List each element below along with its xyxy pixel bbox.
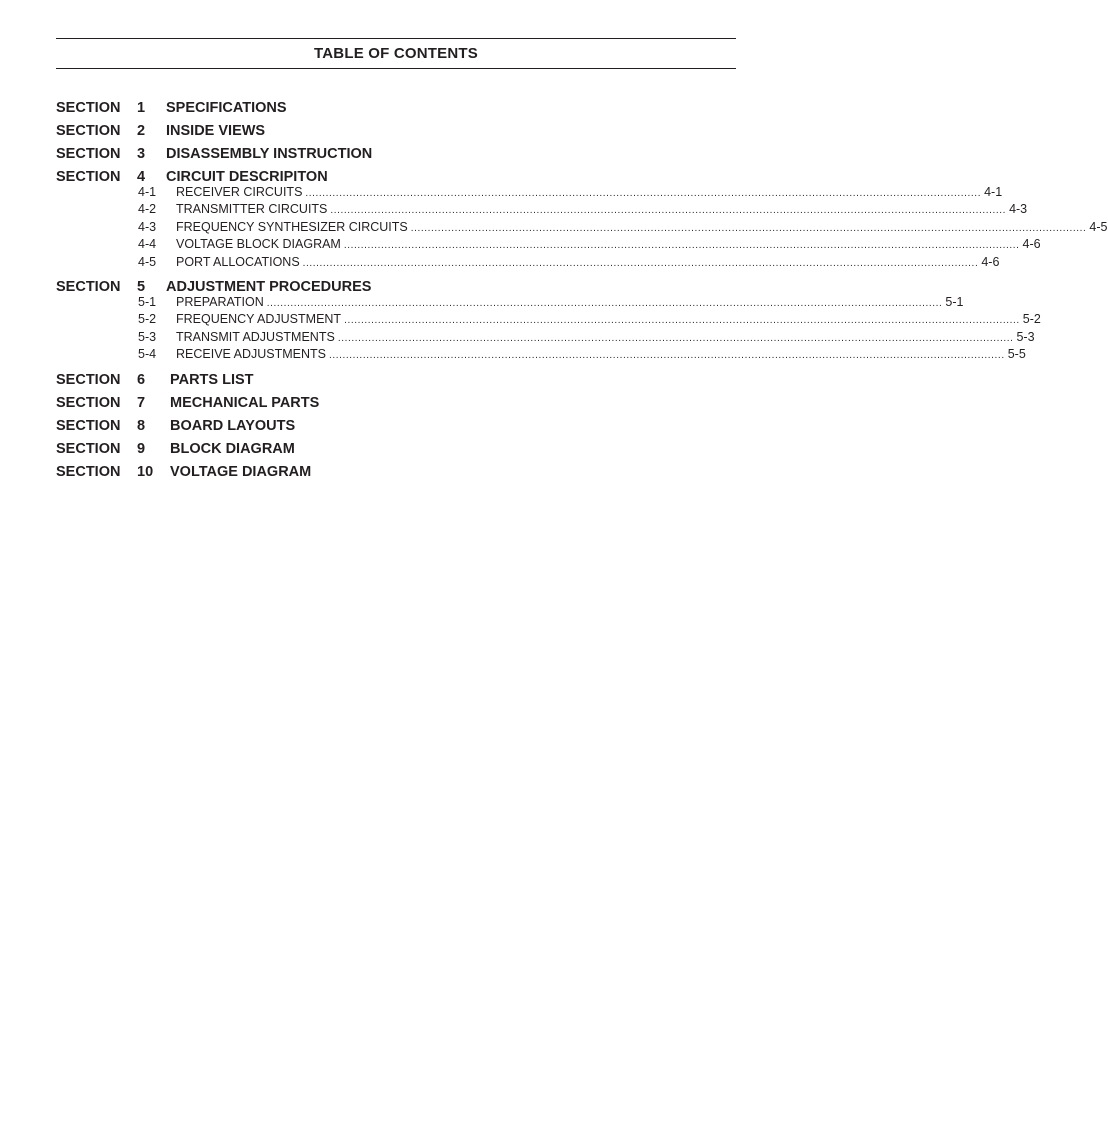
page-number: 5-1 bbox=[945, 294, 964, 309]
dot-leader: ........................................................................................................................................................................................................ bbox=[266, 297, 943, 309]
subsection-number: 5-1 bbox=[138, 294, 157, 309]
section-number: 4 bbox=[137, 169, 146, 185]
dot-leader: ........................................................................................................................................................................................................ bbox=[343, 240, 1020, 252]
page-number: 4-6 bbox=[981, 254, 1000, 269]
subsection-entry bbox=[176, 237, 1041, 252]
dot-leader: ........................................................................................................................................................................................................ bbox=[329, 350, 1005, 362]
toc-subsection-row[interactable] bbox=[56, 185, 1003, 202]
section-title: BOARD LAYOUTS bbox=[170, 417, 296, 434]
dot-leader: ........................................................................................................................................................................................................ bbox=[305, 188, 982, 199]
dot-leader: ........................................................................................................................................................................................................ bbox=[302, 257, 979, 269]
subsection-title: RECEIVE ADJUSTMENTS bbox=[176, 347, 327, 362]
subsection-title: FREQUENCY SYNTHESIZER CIRCUITS bbox=[176, 219, 408, 234]
subsection-entry bbox=[176, 219, 1108, 234]
page-number: 5-3 bbox=[1016, 329, 1035, 344]
section-title: INSIDE VIEWS bbox=[166, 123, 266, 139]
section-label: SECTION bbox=[56, 100, 121, 116]
subsection-list bbox=[56, 294, 1041, 365]
toc-subsection-row[interactable] bbox=[56, 219, 1108, 237]
toc-subsection-row[interactable] bbox=[56, 347, 1026, 364]
subsection-number: 5-4 bbox=[138, 347, 157, 362]
section-title: CIRCUIT DESCRIPITON bbox=[166, 169, 328, 185]
toc-subsection-row[interactable] bbox=[56, 202, 1028, 219]
section-title: ADJUSTMENT PROCEDURES bbox=[166, 278, 372, 295]
section-number: 10 bbox=[137, 463, 154, 480]
subsection-number: 5-3 bbox=[138, 329, 157, 344]
subsection-number: 4-2 bbox=[138, 202, 157, 217]
section-title: VOLTAGE DIAGRAM bbox=[170, 463, 312, 480]
section-number: 9 bbox=[137, 440, 146, 457]
section-label: SECTION bbox=[56, 440, 121, 457]
toc-section-row[interactable] bbox=[56, 417, 676, 440]
subsection-title: PREPARATION bbox=[176, 294, 264, 309]
section-number: 6 bbox=[137, 371, 146, 388]
section-label: SECTION bbox=[56, 463, 121, 480]
subsection-title: TRANSMIT ADJUSTMENTS bbox=[176, 329, 335, 344]
section-title: SPECIFICATIONS bbox=[166, 100, 287, 116]
subsection-entry bbox=[176, 329, 1035, 344]
toc-section-row[interactable] bbox=[56, 99, 676, 122]
page-title: TABLE OF CONTENTS bbox=[314, 45, 478, 62]
subsection-title: FREQUENCY ADJUSTMENT bbox=[176, 312, 342, 327]
section-label: SECTION bbox=[56, 123, 121, 139]
subsection-title: RECEIVER CIRCUITS bbox=[176, 185, 303, 199]
toc-section-row[interactable] bbox=[56, 145, 676, 168]
table-of-contents bbox=[56, 99, 1108, 486]
subsection-number: 5-2 bbox=[138, 312, 157, 327]
section-number: 8 bbox=[137, 417, 146, 434]
page-number: 5-2 bbox=[1022, 312, 1041, 327]
subsection-number: 4-5 bbox=[138, 254, 157, 269]
dot-leader: ........................................................................................................................................................................................................ bbox=[337, 332, 1014, 344]
subsection-entry bbox=[176, 312, 1041, 327]
subsection-entry bbox=[176, 185, 1003, 199]
section-number: 5 bbox=[137, 278, 146, 295]
subsection-title: TRANSMITTER CIRCUITS bbox=[176, 202, 328, 217]
subsection-number: 4-3 bbox=[138, 219, 157, 234]
section-number: 7 bbox=[137, 394, 146, 411]
subsection-entry bbox=[176, 254, 1000, 269]
subsection-title: PORT ALLOCATIONS bbox=[176, 254, 300, 269]
section-number: 3 bbox=[137, 146, 146, 162]
toc-subsection-row[interactable] bbox=[56, 312, 1041, 329]
toc-section-row[interactable] bbox=[56, 440, 676, 463]
section-title: BLOCK DIAGRAM bbox=[170, 440, 295, 457]
dot-leader: ........................................................................................................................................................................................................ bbox=[344, 315, 1020, 327]
section-label: SECTION bbox=[56, 417, 121, 434]
page-number: 4-1 bbox=[984, 185, 1003, 199]
section-label: SECTION bbox=[56, 146, 121, 162]
page-number: 4-6 bbox=[1022, 237, 1041, 252]
subsection-list bbox=[56, 185, 1108, 272]
subsection-entry bbox=[176, 347, 1026, 362]
toc-subsection-row[interactable] bbox=[56, 329, 1035, 347]
page-number: 5-5 bbox=[1007, 347, 1026, 362]
section-label: SECTION bbox=[56, 371, 121, 388]
toc-subsection-row[interactable] bbox=[56, 294, 964, 312]
toc-section-row[interactable] bbox=[56, 394, 676, 417]
dot-leader: ........................................................................................................................................................................................................ bbox=[410, 222, 1087, 234]
toc-section-row[interactable] bbox=[56, 371, 676, 394]
title-underline bbox=[56, 68, 736, 69]
top-rule bbox=[56, 38, 736, 39]
section-label: SECTION bbox=[56, 278, 121, 295]
section-number: 2 bbox=[137, 123, 146, 139]
subsection-number: 4-4 bbox=[138, 237, 157, 252]
subsection-title: VOLTAGE BLOCK DIAGRAM bbox=[176, 237, 341, 252]
page-number: 4-5 bbox=[1089, 219, 1108, 234]
toc-section-row[interactable] bbox=[56, 463, 676, 486]
section-number: 1 bbox=[137, 100, 146, 116]
subsection-number: 4-1 bbox=[138, 185, 157, 199]
subsection-entry bbox=[176, 294, 964, 309]
dot-leader: ........................................................................................................................................................................................................ bbox=[330, 205, 1007, 217]
toc-subsection-row[interactable] bbox=[56, 254, 1000, 272]
page-number: 4-3 bbox=[1009, 202, 1028, 217]
section-label: SECTION bbox=[56, 394, 121, 411]
subsection-entry bbox=[176, 202, 1028, 217]
section-title: MECHANICAL PARTS bbox=[170, 394, 320, 411]
section-title: PARTS LIST bbox=[170, 371, 254, 388]
section-title: DISASSEMBLY INSTRUCTION bbox=[166, 146, 373, 162]
toc-section-row[interactable] bbox=[56, 122, 676, 145]
toc-subsection-row[interactable] bbox=[56, 237, 1041, 254]
section-label: SECTION bbox=[56, 169, 121, 185]
